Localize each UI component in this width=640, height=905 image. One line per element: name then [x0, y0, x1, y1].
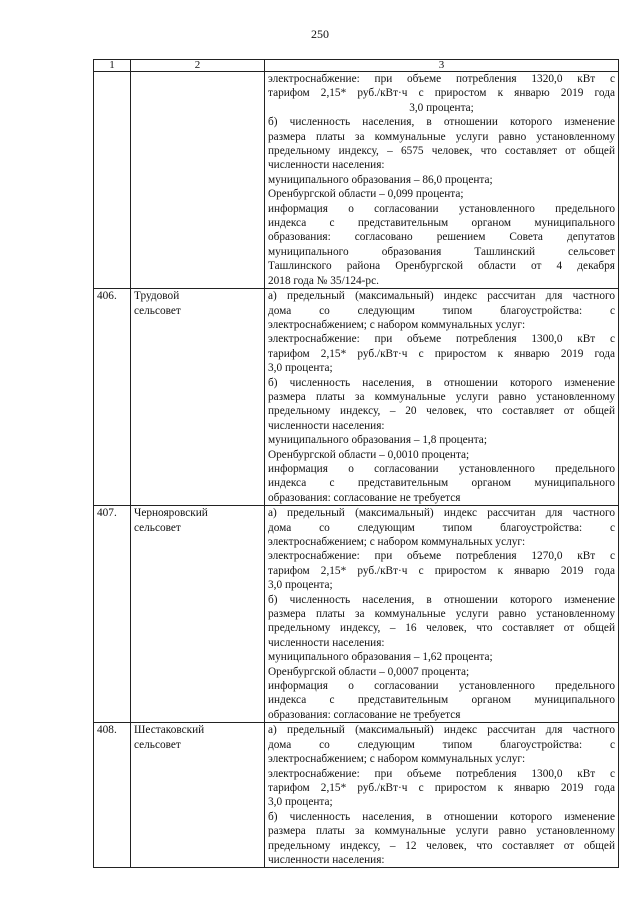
- settlement-name-line: Трудовой: [134, 290, 180, 303]
- column-header-2: 2: [131, 60, 265, 72]
- text-line: тарифом 2,15* руб./кВт·ч с приростом к январю 2019 года: [268, 347, 615, 360]
- row-text-cell: [265, 289, 619, 506]
- text-line: б) численность населения, в отношении которого изменение: [268, 116, 615, 129]
- text-line: 3,0 процента;: [268, 796, 333, 809]
- row-name-cell: [131, 72, 265, 289]
- text-line: б) численность населения, в отношении которого изменение: [268, 376, 615, 389]
- text-line: индекса с представительным органом муниципального: [268, 217, 615, 230]
- table-row-continuation: [94, 72, 619, 289]
- text-line: образования: согласование не требуется: [268, 491, 461, 504]
- text-line: размера платы за коммунальные услуги равно установленному: [268, 390, 615, 403]
- text-line: размера платы за коммунальные услуги равно установленному: [268, 130, 615, 143]
- text-line: численности населения:: [268, 419, 385, 432]
- row-number-cell: [94, 72, 131, 289]
- text-line: электроснабжением; с набором коммунальных услуг:: [268, 753, 526, 766]
- row-text-cell: [265, 72, 619, 289]
- text-line: образования: согласовано решением Совета депутатов: [268, 231, 615, 244]
- text-line: Оренбургской области – 0,0007 процента;: [268, 665, 470, 678]
- column-header-1: 1: [94, 60, 131, 72]
- text-line: Ташлинского района Оренбургской области от 4 декабря: [268, 260, 615, 273]
- text-line: муниципального образования Ташлинский сельсовет: [268, 245, 615, 258]
- settlement-name: [131, 506, 265, 723]
- text-line: электроснабжением; с набором коммунальных услуг:: [268, 536, 526, 548]
- text-line: информация о согласовании установленного предельного: [268, 680, 615, 693]
- page-number: 250: [311, 27, 329, 41]
- text-line: размера платы за коммунальные услуги равно установленному: [268, 825, 615, 838]
- text-line: информация о согласовании установленного предельного: [268, 202, 615, 215]
- text-line: электроснабжение: при объеме потребления 1300,0 кВт с: [268, 333, 615, 346]
- text-line: электроснабжение: при объеме потребления 1320,0 кВт с: [268, 73, 615, 85]
- row-text-cell: [265, 506, 619, 723]
- text-line: 3,0 процента;: [409, 101, 474, 114]
- text-line: тарифом 2,15* руб./кВт·ч с приростом к январю 2019 года: [268, 87, 615, 100]
- table-row: [94, 289, 619, 506]
- text-line: 3,0 процента;: [268, 362, 333, 375]
- text-line: тарифом 2,15* руб./кВт·ч с приростом к январю 2019 года: [268, 781, 615, 794]
- settlement-name-line: сельсовет: [134, 304, 181, 317]
- text-line: Оренбургской области – 0,099 процента;: [268, 188, 464, 201]
- text-line: образования: согласование не требуется: [268, 708, 461, 721]
- text-line: муниципального образования – 1,62 процента;: [268, 651, 493, 664]
- text-line: муниципального образования – 1,8 процента;: [268, 434, 487, 447]
- row-number: 406.: [94, 289, 131, 506]
- text-line: 3,0 процента;: [268, 579, 333, 592]
- column-header-3: 3: [265, 60, 619, 72]
- text-line: индекса с представительным органом муниципального: [268, 694, 615, 707]
- row-number: 407.: [94, 506, 131, 723]
- data-table: [93, 59, 619, 868]
- settlement-name-line: Шестаковский: [134, 724, 205, 737]
- text-line: численности населения:: [268, 636, 385, 649]
- text-line: муниципального образования – 86,0 процента;: [268, 173, 493, 186]
- text-line: электроснабжение: при объеме потребления 1300,0 кВт с: [268, 767, 615, 780]
- text-line: б) численность населения, в отношении которого изменение: [268, 810, 615, 823]
- text-line: дома со следующим типом благоустройства: с: [268, 738, 615, 751]
- text-line: а) предельный (максимальный) индекс рассчитан для частного: [268, 724, 615, 737]
- text-line: 2018 года № 35/124-рс.: [268, 274, 379, 287]
- text-line: б) численность населения, в отношении которого изменение: [268, 593, 615, 606]
- text-line: информация о согласовании установленного предельного: [268, 462, 615, 475]
- text-line: индекса с представительным органом муниципального: [268, 477, 615, 490]
- table-row: [94, 506, 619, 723]
- settlement-name: [131, 289, 265, 506]
- text-line: а) предельный (максимальный) индекс рассчитан для частного: [268, 290, 615, 303]
- table-header-row: [94, 60, 619, 72]
- text-line: предельному индексу, – 12 человек, что составляет от общей: [268, 839, 615, 852]
- text-line: размера платы за коммунальные услуги равно установленному: [268, 608, 615, 621]
- text-line: Оренбургской области – 0,0010 процента;: [268, 448, 470, 461]
- text-line: тарифом 2,15* руб./кВт·ч с приростом к январю 2019 года: [268, 564, 615, 577]
- settlement-name: [131, 723, 265, 868]
- text-line: электроснабжение: при объеме потребления 1270,0 кВт с: [268, 550, 615, 563]
- text-line: предельному индексу, – 16 человек, что составляет от общей: [268, 622, 615, 635]
- text-line: предельному индексу, – 20 человек, что составляет от общей: [268, 405, 615, 418]
- text-line: предельному индексу, – 6575 человек, что составляет от общей: [268, 145, 615, 158]
- table-row: [94, 723, 619, 868]
- settlement-name-line: сельсовет: [134, 521, 181, 534]
- row-number: 408.: [94, 723, 131, 868]
- text-line: численности населения:: [268, 853, 385, 866]
- text-line: дома со следующим типом благоустройства: с: [268, 304, 615, 317]
- text-line: дома со следующим типом благоустройства: с: [268, 521, 615, 534]
- text-line: а) предельный (максимальный) индекс рассчитан для частного: [268, 507, 615, 520]
- settlement-name-line: Чернояровский: [134, 507, 208, 520]
- row-text-cell: [265, 723, 619, 868]
- settlement-name-line: сельсовет: [134, 738, 181, 751]
- text-line: электроснабжением; с набором коммунальных услуг:: [268, 318, 526, 331]
- text-line: численности населения:: [268, 159, 385, 172]
